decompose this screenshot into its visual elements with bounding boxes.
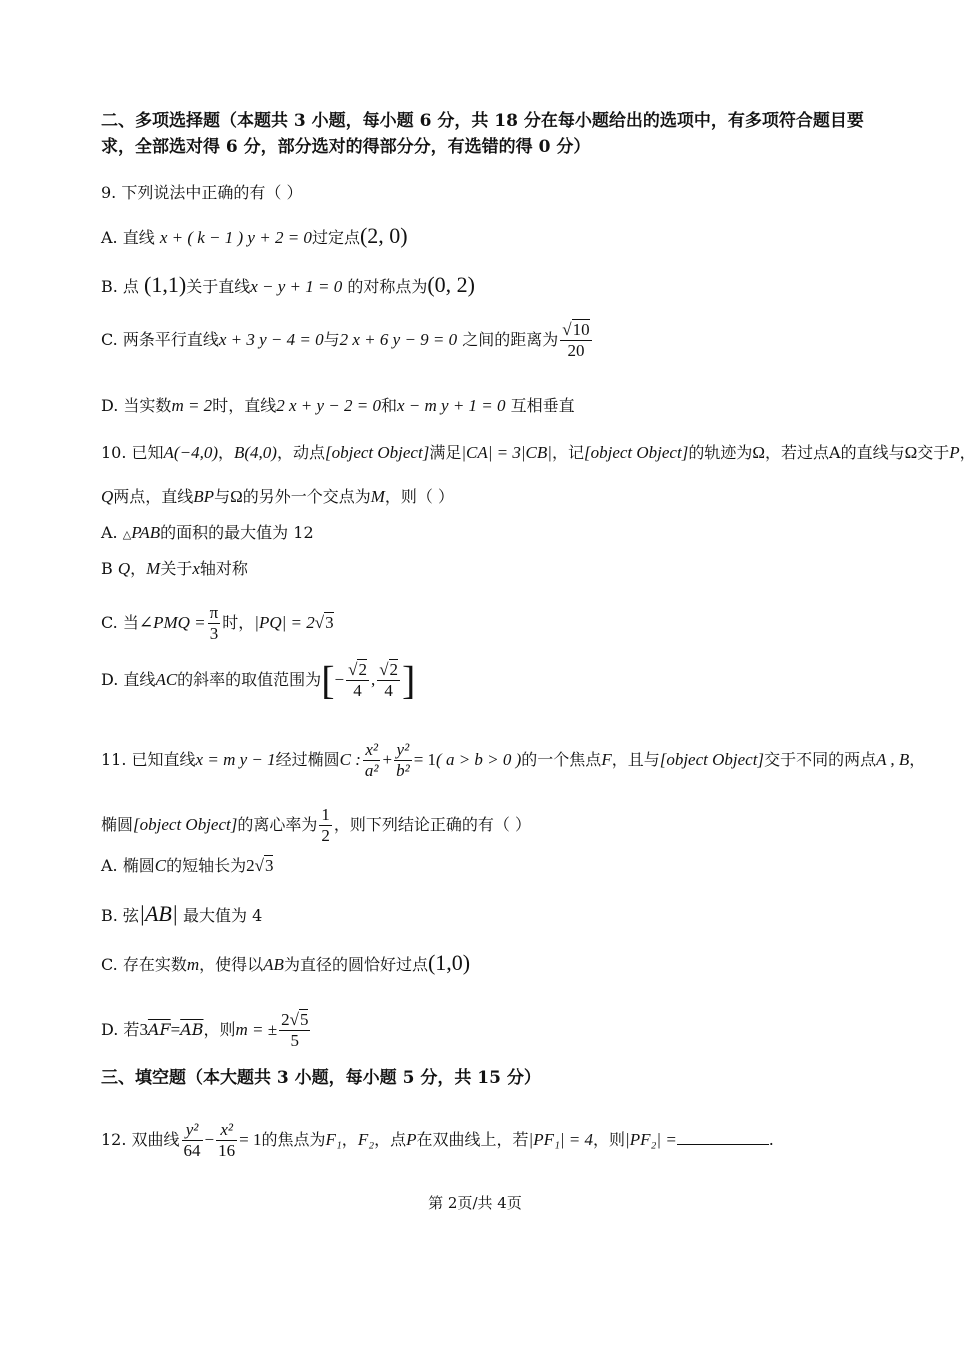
question-10-option-c: C. 当∠PMQ = $\frac{\pi}{3}$ 时，|PQ| = 2√3 [101, 603, 334, 643]
question-10-stem-line2: Q两点，直线BP与Ω的另外一个交点为M，则（ ） [101, 487, 455, 506]
question-11-option-b: B. 弦|AB| 最大值为 4 [101, 901, 263, 926]
question-11-option-a: A. 椭圆C的短轴长为2√3 [101, 856, 274, 875]
question-11-stem-line2: 椭圆[object Object]的离心率为 $\frac{1}{2}$ ，则下列结论正确的有（ ） [101, 805, 531, 845]
question-12-stem: 12. 双曲线 $\frac{\text{y²}}{64}$ − $\frac{\text{x²}}{16}$ = 1的焦点为F₁，F₂，点P在双曲线上，若|PF₁| = 4，则|PF₂| = . [101, 1120, 774, 1160]
section-heading-multiple-choice: 二、多项选择题（本题共 3 小题，每小题 6 分，共 18 分在每小题给出的选项中，有多项符合题目要求，全部选对得 6 分，部分选对的得部分分，有选错的得 0 分） [101, 111, 864, 157]
question-11-option-c: C. 存在实数m，使得以AB为直径的圆恰好过点(1,0) [101, 950, 471, 975]
question-9-stem: 9. 下列说法中正确的有（ ） [101, 183, 303, 202]
question-9-option-a: A. 直线 x + ( k − 1 ) y + 2 = 0过定点(2, 0) [101, 223, 408, 248]
question-11-option-d: D. 若$3\overline{AF}=\overline{AB}$，则m = ± $\frac{2√5}{5}$ [101, 1010, 309, 1050]
question-9-option-c: C. 两条平行直线x + 3 y − 4 = 0与2 x + 6 y − 9 = 0 之间的距离为 $\frac{√10}{20}$ [101, 320, 590, 360]
question-9-option-d: D. 当实数m = 2时，直线2 x + y − 2 = 0和x − m y + 1 = 0 互相垂直 [101, 396, 575, 415]
question-10-stem-line1: 10. 已知A(−4,0)，B(4,0)，动点[object Object]满足|CA| = 3|CB|，记[object Object]的轨迹为Ω，若过点A的直线与Ω交于P， [101, 443, 976, 462]
section-heading-fill-in: 三、填空题（本大题共 3 小题，每小题 5 分，共 15 分） [101, 1068, 541, 1088]
question-9-option-b: B. 点 (1,1)关于直线x − y + 1 = 0 的对称点为(0, 2) [101, 272, 475, 297]
question-10-option-d: D. 直线AC的斜率的取值范围为[− $\frac{√2}{4}$ , $\frac{√2}{4}$ ] [101, 657, 416, 703]
question-10-option-b: B Q，M关于x轴对称 [101, 559, 248, 578]
question-11-stem-line1: 11. 已知直线x = m y − 1经过椭圆C : $\frac{\text{x²}}{\text{a²}}$ + $\frac{\text{y²}}{\text{b²}}$ = 1( a > b > 0 )的一个焦点F，且与[object Object]交于不同的两点A , B， [101, 740, 926, 780]
angle-fraction: $\frac{\pi}{3}$ [209, 603, 219, 643]
page-footer: 第 2页/共 4页 [428, 1194, 522, 1212]
distance-fraction: $\frac{√10}{20}$ [562, 320, 590, 360]
eccentricity-fraction: $\frac{1}{2}$ [321, 805, 330, 845]
question-10-option-a: A. △PAB的面积的最大值为 12 [101, 523, 314, 542]
answer-blank[interactable] [677, 1128, 769, 1145]
